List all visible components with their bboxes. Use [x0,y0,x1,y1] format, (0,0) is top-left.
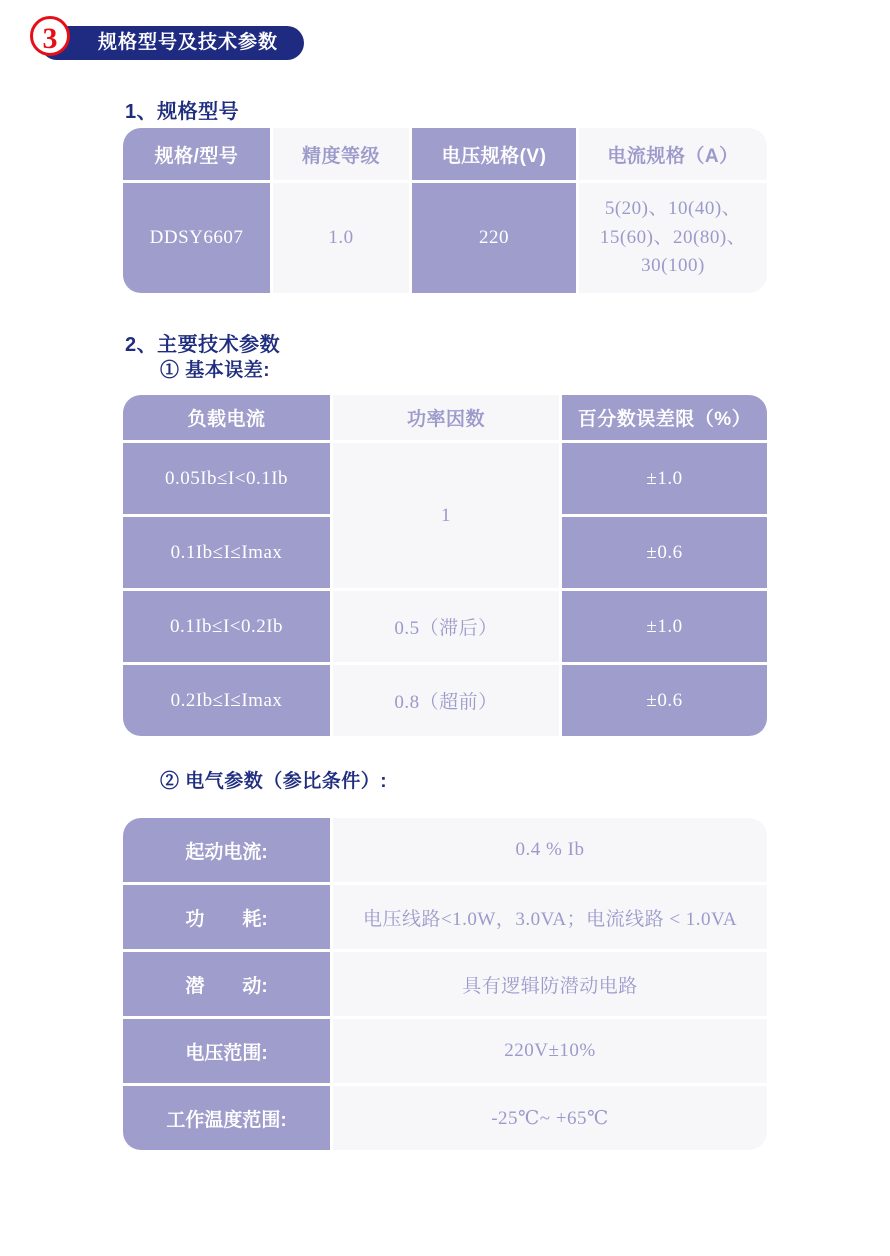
section1-title: 1、规格型号 [125,101,240,123]
t2-header-pf: 功率因数 [333,395,559,440]
t3-row2-value: 具有逻辑防潜动电路 [333,952,767,1016]
t1-header-accuracy: 精度等级 [273,128,409,180]
section3-title: ② 电气参数（参比条件）: [160,771,388,792]
t2-row3-pf: 0.8（超前） [333,665,559,736]
t3-row3-label: 电压范围: [123,1019,330,1083]
t2-row1-load: 0.1Ib≤I≤Imax [123,517,330,588]
electrical-parameters-table [123,818,767,1150]
t2-row2-pf: 0.5（滞后） [333,591,559,662]
t3-row1-label: 功 耗: [123,885,330,949]
t1-cell-accuracy: 1.0 [273,183,409,293]
t1-header-voltage: 电压规格(V) [412,128,576,180]
t3-row3-value: 220V±10% [333,1019,767,1083]
t1-cell-current: 5(20)、10(40)、15(60)、20(80)、30(100) [579,183,767,293]
t1-header-model: 规格/型号 [123,128,270,180]
t1-cell-model: DDSY6607 [123,183,270,293]
section2-title: 2、主要技术参数 [125,334,281,356]
section-number-circle-icon: 3 [30,16,70,56]
t2-header-load: 负载电流 [123,395,330,440]
t2-row0-limit: ±1.0 [562,443,767,514]
t2-row0-load: 0.05Ib≤I<0.1Ib [123,443,330,514]
t2-row3-limit: ±0.6 [562,665,767,736]
section-header-pill: 规格型号及技术参数 [40,26,304,60]
t1-header-current: 电流规格（A） [579,128,767,180]
section2-subtitle: ① 基本误差: [160,360,271,381]
t3-row1-value: 电压线路<1.0W，3.0VA；电流线路 < 1.0VA [333,885,767,949]
section-header-badge [30,16,330,64]
t2-row2-limit: ±1.0 [562,591,767,662]
t3-row0-value: 0.4 % Ib [333,818,767,882]
spec-model-table [123,128,767,293]
t2-header-limit: 百分数误差限（%） [562,395,767,440]
t3-row2-label: 潜 动: [123,952,330,1016]
t3-row4-label: 工作温度范围: [123,1086,330,1150]
t2-row0-pf-merged: 1 [333,443,559,588]
t3-row4-value: -25℃~ +65℃ [333,1086,767,1150]
t2-row2-load: 0.1Ib≤I<0.2Ib [123,591,330,662]
t1-cell-voltage: 220 [412,183,576,293]
t2-row1-limit: ±0.6 [562,517,767,588]
t2-row3-load: 0.2Ib≤I≤Imax [123,665,330,736]
basic-error-table [123,395,767,736]
t3-row0-label: 起动电流: [123,818,330,882]
